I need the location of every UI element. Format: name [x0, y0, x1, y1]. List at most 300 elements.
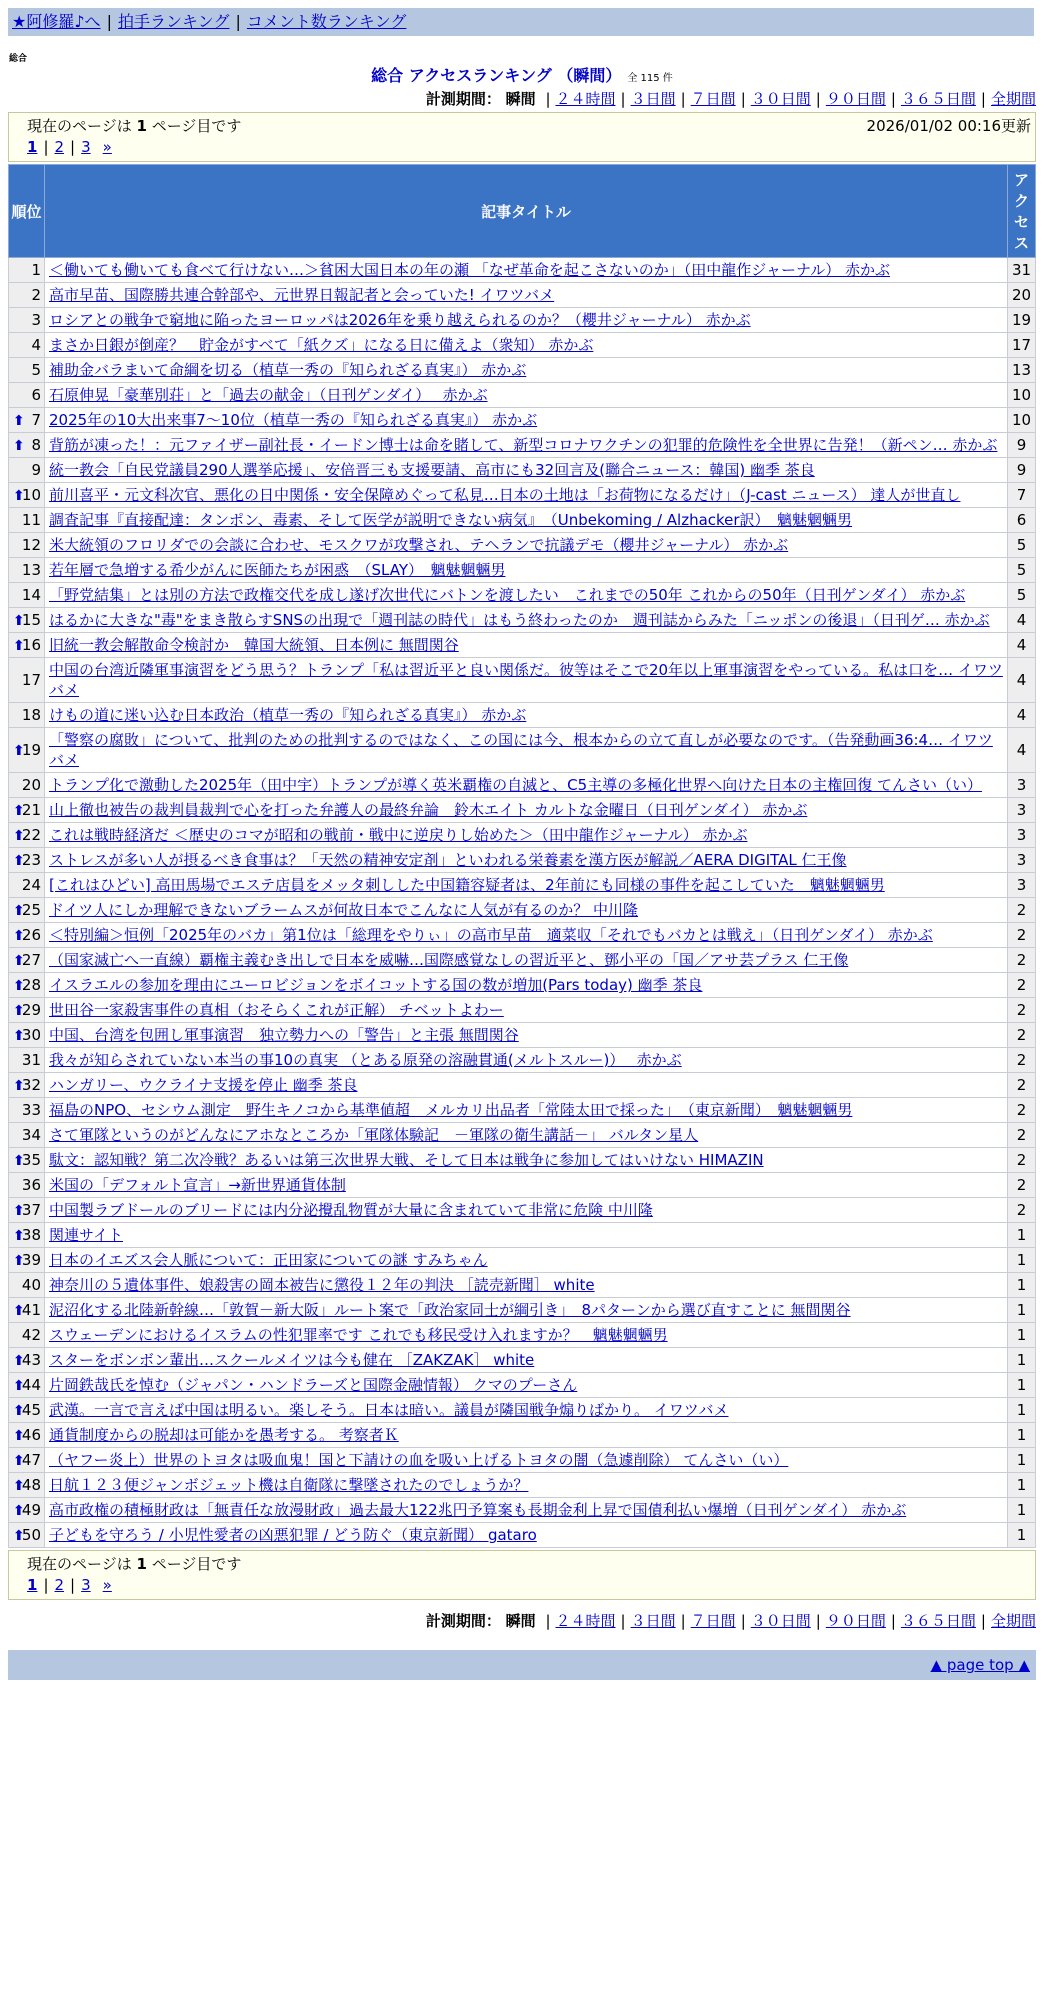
period-selector-bottom — [0, 1610, 1036, 1632]
article-link[interactable]: （ヤフー炎上）世界のトヨタは吸血鬼！国と下請けの血を吸い上げるトヨタの闇（急遽削除） てんさい（い） — [49, 1451, 789, 1469]
title-cell — [45, 1248, 1008, 1273]
access-count: 2 — [1008, 973, 1036, 998]
article-link[interactable]: （国家滅亡へ一直線）覇権主義むき出しで日本を威嚇…国際感覚なしの習近平と、鄧小平の「国／アサ芸プラス 仁王像 — [49, 951, 849, 969]
access-count: 2 — [1008, 1173, 1036, 1198]
article-link[interactable]: スターをボンボン輩出…スクールメイツは今も健在 ［ZAKZAK］ white — [49, 1351, 535, 1369]
period-option[interactable]: ３日間 — [630, 1612, 676, 1630]
page-top-link[interactable]: ▲ page top ▲ — [930, 1656, 1030, 1674]
rank-cell — [9, 1448, 45, 1473]
title-cell — [45, 658, 1008, 703]
rank-cell — [9, 773, 45, 798]
article-link[interactable]: 子どもを守ろう / 小児性愛者の凶悪犯罪 / どう防ぐ（東京新聞） gataro — [49, 1526, 537, 1544]
period-option[interactable]: ９０日間 — [825, 1612, 886, 1630]
title-cell — [45, 898, 1008, 923]
rank-number: 45 — [21, 1401, 41, 1419]
access-count: 1 — [1008, 1473, 1036, 1498]
rank-number: 37 — [21, 1201, 41, 1219]
article-link[interactable]: 関連サイト — [49, 1226, 123, 1244]
article-link[interactable]: ロシアとの戦争で窮地に陥ったヨーロッパは2026年を乗り越えられるのか？（櫻井ジャーナル） 赤かぶ — [49, 311, 751, 329]
current-page-prefix: 現在のページは — [27, 117, 132, 135]
table-row — [9, 408, 1036, 433]
rank-number: 35 — [21, 1151, 41, 1169]
article-link[interactable]: 日本のイエズス会人脈について：正田家についての謎 すみちゃん — [49, 1251, 488, 1269]
rank-cell — [9, 658, 45, 703]
rank-cell — [9, 1298, 45, 1323]
article-link[interactable]: 石原伸晃「豪華別荘」と「過去の献金」（日刊ゲンダイ） 赤かぶ — [49, 386, 488, 404]
rank-number: 11 — [21, 511, 41, 529]
current-page-number: 1 — [136, 1555, 147, 1573]
table-row — [9, 583, 1036, 608]
separator: | — [680, 90, 686, 108]
access-count: 7 — [1008, 483, 1036, 508]
title-cell — [45, 1298, 1008, 1323]
rank-cell — [9, 848, 45, 873]
nav-link-applause-ranking[interactable]: 拍手ランキング — [117, 12, 230, 31]
access-count: 20 — [1008, 283, 1036, 308]
rank-cell — [9, 798, 45, 823]
nav-link-comment-ranking[interactable]: コメント数ランキング — [246, 12, 407, 31]
access-count: 6 — [1008, 508, 1036, 533]
table-row — [9, 658, 1036, 703]
title-cell — [45, 1173, 1008, 1198]
title-cell — [45, 383, 1008, 408]
access-count: 3 — [1008, 798, 1036, 823]
up-arrow-icon: ⬆ — [13, 1478, 25, 1494]
title-cell — [45, 1398, 1008, 1423]
title-cell — [45, 1348, 1008, 1373]
table-row — [9, 848, 1036, 873]
pager-current[interactable]: 1 — [27, 138, 38, 156]
access-count: 1 — [1008, 1298, 1036, 1323]
access-count: 3 — [1008, 823, 1036, 848]
rank-cell — [9, 258, 45, 283]
article-link[interactable]: 中国の台湾近隣軍事演習をどう思う？トランプ「私は習近平と良い関係だ。彼等はそこで20年以上軍事演習をやっている。私は口を… イワツバメ — [49, 661, 1003, 699]
title-cell — [45, 408, 1008, 433]
up-arrow-icon: ⬆ — [13, 828, 25, 844]
title-cell — [45, 433, 1008, 458]
access-count: 4 — [1008, 608, 1036, 633]
article-link[interactable]: ＜働いても働いても食べて行けない…＞貧困大国日本の年の瀬 「なぜ革命を起こさないのか」（田中龍作ジャーナル） 赤かぶ — [49, 261, 890, 279]
total-count: 全 115 件 — [627, 73, 673, 84]
rank-cell — [9, 973, 45, 998]
pager-current[interactable]: 1 — [27, 1576, 38, 1594]
period-option[interactable]: ２４時間 — [555, 90, 616, 108]
access-count: 2 — [1008, 898, 1036, 923]
article-link[interactable]: 日航１２３便ジャンボジェット機は自衛隊に撃墜されたのでしょうか？ — [49, 1476, 529, 1494]
separator: | — [545, 1612, 551, 1630]
rank-number: 19 — [21, 741, 41, 759]
table-row — [9, 1373, 1036, 1398]
table-row — [9, 558, 1036, 583]
table-row — [9, 1048, 1036, 1073]
access-count: 1 — [1008, 1348, 1036, 1373]
rank-cell — [9, 408, 45, 433]
access-count: 2 — [1008, 1123, 1036, 1148]
rank-number: 47 — [21, 1451, 41, 1469]
article-link[interactable]: 統一教会「自民党議員290人選挙応援」、安倍晋三も支援要請、高市にも32回言及(聯合ニュース：韓国) 幽季 茶良 — [49, 461, 815, 479]
period-label: 計測期間： — [425, 1612, 501, 1630]
article-link[interactable]: 我々が知らされていない本当の事10の真実 （とある原発の溶融貫通(メルトスルー)） 赤かぶ — [49, 1051, 682, 1069]
article-link[interactable]: スウェーデンにおけるイスラムの性犯罪率です これでも移民受け入れますか？ 魑魅魍魎男 — [49, 1326, 668, 1344]
rank-cell — [9, 1398, 45, 1423]
period-option[interactable]: 全期間 — [990, 1612, 1036, 1630]
title-cell — [45, 1148, 1008, 1173]
access-count: 1 — [1008, 1223, 1036, 1248]
pager-next[interactable]: » — [102, 138, 112, 156]
table-row — [9, 998, 1036, 1023]
rank-cell — [9, 433, 45, 458]
up-arrow-icon: ⬆ — [13, 1378, 25, 1394]
article-link[interactable]: 「野党結集」とは別の方法で政権交代を成し遂げ次世代にバトンを渡したい これまでの50年 これからの50年（日刊ゲンダイ） 赤かぶ — [49, 586, 966, 604]
article-link[interactable]: 若年層で急増する希少がんに医師たちが困惑 （SLAY） 魑魅魍魎男 — [49, 561, 506, 579]
category-label: 総合 — [9, 54, 28, 64]
rank-cell — [9, 558, 45, 583]
rank-cell — [9, 873, 45, 898]
pager-page-3[interactable]: 3 — [81, 1576, 91, 1594]
article-link[interactable]: 高市早苗、国際勝共連合幹部や、元世界日報記者と会っていた! イワツバメ — [49, 286, 555, 304]
table-row — [9, 633, 1036, 658]
page-title: 総合 アクセスランキング （瞬間） — [371, 66, 622, 85]
up-arrow-icon: ⬆ — [13, 1203, 25, 1219]
rank-number: 40 — [21, 1276, 41, 1294]
access-count: 5 — [1008, 533, 1036, 558]
table-row — [9, 1423, 1036, 1448]
article-link[interactable]: イスラエルの参加を理由にユーロビジョンをボイコットする国の数が増加(Pars today) 幽季 茶良 — [49, 976, 703, 994]
rank-number: 1 — [31, 261, 41, 279]
rank-cell — [9, 1123, 45, 1148]
access-count: 1 — [1008, 1398, 1036, 1423]
rank-number: 38 — [21, 1226, 41, 1244]
access-count: 10 — [1008, 383, 1036, 408]
table-row — [9, 1123, 1036, 1148]
rank-number: 16 — [21, 636, 41, 654]
rank-number: 39 — [21, 1251, 41, 1269]
period-label: 計測期間： — [425, 90, 501, 108]
access-count: 2 — [1008, 1148, 1036, 1173]
rank-number: 4 — [31, 336, 41, 354]
table-header-row — [9, 165, 1036, 258]
access-count: 5 — [1008, 583, 1036, 608]
title-cell — [45, 1473, 1008, 1498]
access-count: 1 — [1008, 1498, 1036, 1523]
rank-number: 7 — [31, 411, 41, 429]
rank-cell — [9, 998, 45, 1023]
title-cell — [45, 258, 1008, 283]
title-cell — [45, 1448, 1008, 1473]
rank-number: 50 — [21, 1526, 41, 1544]
rank-number: 42 — [21, 1326, 41, 1344]
rank-cell — [9, 458, 45, 483]
up-arrow-icon: ⬆ — [13, 743, 25, 759]
access-count: 4 — [1008, 633, 1036, 658]
table-row — [9, 948, 1036, 973]
up-arrow-icon: ⬆ — [13, 1428, 25, 1444]
rank-number: 48 — [21, 1476, 41, 1494]
title-cell — [45, 1098, 1008, 1123]
pager-bottom: 1 | 2 | 3 » — [27, 1576, 112, 1594]
table-row — [9, 383, 1036, 408]
table-row — [9, 773, 1036, 798]
separator: | — [890, 1612, 896, 1630]
pager-page-2[interactable]: 2 — [54, 138, 65, 156]
article-link[interactable]: 補助金バラまいて命綱を切る（植草一秀の『知られざる真実』） 赤かぶ — [49, 361, 527, 379]
access-count: 3 — [1008, 773, 1036, 798]
current-page-suffix: ページ目です — [151, 1555, 242, 1573]
rank-number: 29 — [21, 1001, 41, 1019]
table-row — [9, 283, 1036, 308]
period-option[interactable]: ９０日間 — [825, 90, 886, 108]
access-count: 2 — [1008, 1098, 1036, 1123]
rank-number: 5 — [31, 361, 41, 379]
period-option[interactable]: ３６５日間 — [900, 90, 976, 108]
period-option[interactable]: ２４時間 — [555, 1612, 616, 1630]
article-link[interactable]: 2025年の10大出来事7～10位（植草一秀の『知られざる真実』） 赤かぶ — [49, 411, 538, 429]
article-link[interactable]: ハンガリー、ウクライナ支援を停止 幽季 茶良 — [49, 1076, 358, 1094]
article-link[interactable]: 山上徹也被告の裁判員裁判で心を打った弁護人の最終弁論 鈴木エイト カルトな金曜日（日刊ゲンダイ） 赤かぶ — [49, 801, 808, 819]
rank-cell — [9, 1323, 45, 1348]
current-page-prefix: 現在のページは — [27, 1555, 132, 1573]
table-row — [9, 433, 1036, 458]
article-link[interactable]: さて軍隊というのがどんなにアホなところか「軍隊体験記 －軍隊の衛生講話－」 バルタン星人 — [49, 1126, 699, 1144]
up-arrow-icon: ⬆ — [13, 803, 25, 819]
rank-cell — [9, 1098, 45, 1123]
table-row — [9, 1198, 1036, 1223]
up-arrow-icon: ⬆ — [13, 488, 25, 504]
up-arrow-icon: ⬆ — [13, 1303, 25, 1319]
rank-number: 8 — [31, 436, 41, 454]
period-option[interactable]: ３０日間 — [750, 1612, 811, 1630]
rank-cell — [9, 1273, 45, 1298]
rank-cell — [9, 1023, 45, 1048]
info-box-top — [8, 112, 1036, 162]
access-count: 1 — [1008, 1323, 1036, 1348]
period-option[interactable]: 全期間 — [990, 90, 1036, 108]
table-row — [9, 973, 1036, 998]
rank-cell — [9, 728, 45, 773]
period-option[interactable]: ３６５日間 — [900, 1612, 976, 1630]
title-cell — [45, 773, 1008, 798]
title-cell — [45, 728, 1008, 773]
access-count: 1 — [1008, 1423, 1036, 1448]
rank-number: 15 — [21, 611, 41, 629]
rank-cell — [9, 358, 45, 383]
title-cell — [45, 998, 1008, 1023]
current-page-suffix: ページ目です — [151, 117, 242, 135]
rank-number: 25 — [21, 901, 41, 919]
title-cell — [45, 1123, 1008, 1148]
pager-page-2[interactable]: 2 — [54, 1576, 65, 1594]
article-link[interactable]: ＜特別編＞恒例「2025年のバカ」第1位は「総理をやりぃ」の高市早苗 適菜収「それでもバカとは戦え」（日刊ゲンダイ） 赤かぶ — [49, 926, 933, 944]
rank-number: 24 — [21, 876, 41, 894]
period-option[interactable]: ３０日間 — [750, 90, 811, 108]
pager-top: 1 | 2 | 3 » — [27, 138, 112, 156]
up-arrow-icon: ⬆ — [13, 1403, 25, 1419]
table-row — [9, 1248, 1036, 1273]
article-link[interactable]: 通貨制度からの脱却は可能かを愚考する。 考察者Ｋ — [49, 1426, 399, 1444]
title-cell — [45, 1198, 1008, 1223]
period-option[interactable]: ３日間 — [630, 90, 676, 108]
article-link[interactable]: 調査記事『直接配達：タンポン、毒素、そして医学が説明できない病気』 （Unbekoming / Alzhacker訳） 魑魅魍魎男 — [49, 511, 853, 529]
rank-number: 33 — [21, 1101, 41, 1119]
article-link[interactable]: 駄文：認知戦？第二次冷戦？あるいは第三次世界大戦、そして日本は戦争に参加してはいけない HIMAZIN — [49, 1151, 764, 1169]
access-count: 4 — [1008, 658, 1036, 703]
separator: | — [815, 1612, 821, 1630]
article-link[interactable]: まさか日銀が倒産？ 貯金がすべて「紙クズ」になる日に備えよ（衆知） 赤かぶ — [49, 336, 594, 354]
table-row — [9, 333, 1036, 358]
up-arrow-icon: ⬆ — [13, 853, 25, 869]
article-link[interactable]: [これはひどい] 高田馬場でエステ店員をメッタ刺しした中国籍容疑者は、2年前にも同様の事件を起こしていた 魑魅魍魎男 — [49, 876, 885, 894]
access-count: 3 — [1008, 848, 1036, 873]
title-cell — [45, 873, 1008, 898]
table-row — [9, 1273, 1036, 1298]
table-row — [9, 1473, 1036, 1498]
rank-cell — [9, 1348, 45, 1373]
rank-number: 34 — [21, 1126, 41, 1144]
up-arrow-icon: ⬆ — [13, 928, 25, 944]
rank-number: 44 — [21, 1376, 41, 1394]
title-cell — [45, 823, 1008, 848]
rank-number: 12 — [21, 536, 41, 554]
rank-cell — [9, 483, 45, 508]
access-count: 2 — [1008, 1073, 1036, 1098]
separator: | — [620, 1612, 626, 1630]
rank-cell — [9, 333, 45, 358]
separator: | — [740, 1612, 746, 1630]
rank-number: 30 — [21, 1026, 41, 1044]
article-link[interactable]: ストレスが多い人が摂るべき食事は？「天然の精神安定剤」といわれる栄養素を漢方医が解説／AERA DIGITAL 仁王像 — [49, 851, 847, 869]
article-link[interactable]: 米国の「デフォルト宣言」→新世界通貨体制 — [49, 1176, 346, 1194]
rank-number: 20 — [21, 776, 41, 794]
up-arrow-icon: ⬆ — [13, 438, 25, 454]
separator: | — [545, 90, 551, 108]
article-link[interactable]: けもの道に迷い込む日本政治（植草一秀の『知られざる真実』） 赤かぶ — [49, 706, 527, 724]
title-cell — [45, 1223, 1008, 1248]
article-link[interactable]: 高市政権の積極財政は「無責任な放漫財政」過去最大122兆円予算案も長期金利上昇で国債利払い爆増（日刊ゲンダイ） 赤かぶ — [49, 1501, 907, 1519]
access-count: 1 — [1008, 1523, 1036, 1548]
current-page-number: 1 — [136, 117, 147, 135]
article-link[interactable]: これは戦時経済だ ＜歴史のコマが昭和の戦前・戦中に逆戻りし始めた＞（田中龍作ジャーナル） 赤かぶ — [49, 826, 748, 844]
article-link[interactable]: 米大統領のフロリダでの会談に合わせ、モスクワが攻撃され、テヘランで抗議デモ（櫻井ジャーナル） 赤かぶ — [49, 536, 789, 554]
table-row — [9, 923, 1036, 948]
rank-cell — [9, 1223, 45, 1248]
separator: | — [620, 90, 626, 108]
up-arrow-icon: ⬆ — [13, 978, 25, 994]
rank-number: 28 — [21, 976, 41, 994]
table-row — [9, 1523, 1036, 1548]
article-link[interactable]: 片岡鉄哉氏を悼む（ジャパン・ハンドラーズと国際金融情報） クマのプーさん — [49, 1376, 578, 1394]
article-link[interactable]: 福島のNPO、セシウム測定 野生キノコから基準値超 メルカリ出品者「常陸太田で採った」 （東京新聞） 魑魅魍魎男 — [49, 1101, 853, 1119]
rank-number: 43 — [21, 1351, 41, 1369]
top-nav-bar: ★阿修羅♪へ | 拍手ランキング | コメント数ランキング — [8, 8, 1034, 36]
rank-number: 41 — [21, 1301, 41, 1319]
up-arrow-icon: ⬆ — [13, 1253, 25, 1269]
period-option[interactable]: ７日間 — [690, 1612, 736, 1630]
article-link[interactable]: 神奈川の５遺体事件、娘殺害の岡本被告に懲役１２年の判決 ［読売新聞］ white — [49, 1276, 595, 1294]
access-count: 2 — [1008, 923, 1036, 948]
table-row — [9, 1298, 1036, 1323]
rank-cell — [9, 948, 45, 973]
separator: | — [680, 1612, 686, 1630]
title-cell — [45, 508, 1008, 533]
rank-cell — [9, 633, 45, 658]
article-link[interactable]: 背筋が凍った！：元ファイザー副社長・イードン博士は命を賭して、新型コロナワクチンの犯罪的危険性を全世界に告発！（新ペン… 赤かぶ — [49, 436, 998, 454]
table-row — [9, 1173, 1036, 1198]
up-arrow-icon: ⬆ — [13, 1528, 25, 1544]
up-arrow-icon: ⬆ — [13, 1353, 25, 1369]
access-count: 1 — [1008, 1373, 1036, 1398]
title-cell — [45, 633, 1008, 658]
nav-link-asyura[interactable]: ★阿修羅♪へ — [12, 12, 101, 31]
title-cell — [45, 1423, 1008, 1448]
page-title-row — [0, 66, 1044, 86]
separator: | — [980, 1612, 986, 1630]
article-link[interactable]: 中国製ラブドールのブリードには内分泌攪乱物質が大量に含まれていて非常に危険 中川隆 — [49, 1201, 653, 1219]
rank-header: 順位 — [9, 165, 45, 258]
article-link[interactable]: 泥沼化する北陸新幹線…「敦賀－新大阪」ルート案で「政治家同士が綱引き」 8パターンから選び直すことに 無間関谷 — [49, 1301, 851, 1319]
rank-number: 18 — [21, 706, 41, 724]
rank-cell — [9, 1198, 45, 1223]
article-link[interactable]: はるかに大きな"毒"をまき散らすSNSの出現で「週刊誌の時代」はもう終わったのか 週刊誌からみた「ニッポンの後退」（日刊ゲ… 赤かぶ — [49, 611, 990, 629]
title-cell — [45, 1023, 1008, 1048]
access-count: 4 — [1008, 703, 1036, 728]
table-row — [9, 823, 1036, 848]
access-count: 1 — [1008, 1448, 1036, 1473]
access-count: 2 — [1008, 1048, 1036, 1073]
article-link[interactable]: 旧統一教会解散命令検討か 韓国大統領、日本例に 無間関谷 — [49, 636, 459, 654]
title-cell — [45, 1073, 1008, 1098]
pager-next[interactable]: » — [102, 1576, 112, 1594]
article-link[interactable]: 世田谷一家殺害事件の真相（おそらくこれが正解） チベットよわー — [49, 1001, 504, 1019]
access-count: 3 — [1008, 873, 1036, 898]
title-cell — [45, 703, 1008, 728]
table-row — [9, 1148, 1036, 1173]
title-cell — [45, 1498, 1008, 1523]
access-count: 9 — [1008, 433, 1036, 458]
up-arrow-icon: ⬆ — [13, 1228, 25, 1244]
up-arrow-icon: ⬆ — [13, 1153, 25, 1169]
rank-cell — [9, 583, 45, 608]
article-link[interactable]: 中国、台湾を包囲し軍事演習 独立勢力への「警告」と主張 無間関谷 — [49, 1026, 519, 1044]
rank-number: 9 — [31, 461, 41, 479]
rank-cell — [9, 533, 45, 558]
article-link[interactable]: トランプ化で激動した2025年（田中宇）トランプが導く英米覇権の自滅と、C5主導の多極化世界へ向けた日本の主権回復 てんさい（い） — [49, 776, 982, 794]
footer-bar — [8, 1650, 1036, 1680]
title-cell — [45, 798, 1008, 823]
title-cell — [45, 848, 1008, 873]
article-link[interactable]: 武漢。一言で言えば中国は明るい。楽しそう。日本は暗い。議員が隣国戦争煽りばかり。 イワツバメ — [49, 1401, 729, 1419]
period-option[interactable]: ７日間 — [690, 90, 736, 108]
rank-number: 14 — [21, 586, 41, 604]
title-cell — [45, 1273, 1008, 1298]
table-row — [9, 608, 1036, 633]
access-count: 31 — [1008, 258, 1036, 283]
table-row — [9, 508, 1036, 533]
pager-page-3[interactable]: 3 — [81, 138, 91, 156]
rank-number: 31 — [21, 1051, 41, 1069]
table-row — [9, 1073, 1036, 1098]
table-row — [9, 898, 1036, 923]
article-link[interactable]: ドイツ人にしか理解できないブラームスが何故日本でこんなに人気が有るのか？ 中川隆 — [49, 901, 639, 919]
article-link[interactable]: 前川喜平・元文科次官、悪化の日中関係・安全保障めぐって私見…日本の土地は「お荷物になるだけ」（J-cast ニュース） 達人が世直し — [49, 486, 961, 504]
article-link[interactable]: 「警察の腐敗」について、批判のための批判するのではなく、この国には今、根本からの立て直しが必要なのです。（告発動画36:4… イワツバメ — [49, 731, 993, 769]
up-arrow-icon: ⬆ — [13, 613, 25, 629]
access-count: 1 — [1008, 1273, 1036, 1298]
rank-number: 32 — [21, 1076, 41, 1094]
table-row — [9, 1448, 1036, 1473]
rank-cell — [9, 1473, 45, 1498]
rank-cell — [9, 508, 45, 533]
table-row — [9, 1023, 1036, 1048]
